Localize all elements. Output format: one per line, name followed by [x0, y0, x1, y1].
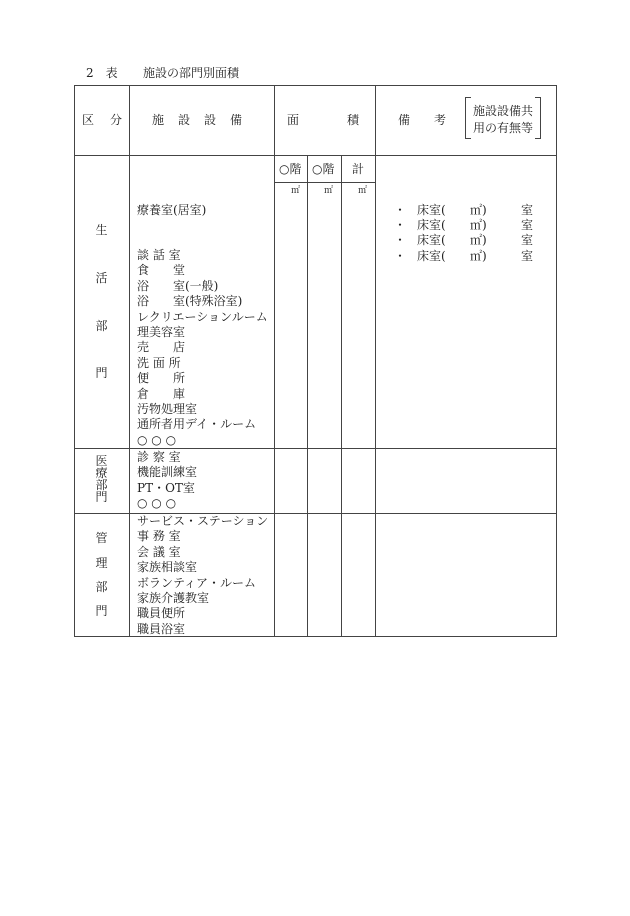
header-facility: 施 設 設 備 [152, 113, 244, 127]
section-label-char: 門 [95, 490, 108, 504]
table-border [74, 85, 75, 637]
facility-list [137, 450, 197, 512]
facility-item: 家族相談室 [137, 560, 198, 575]
facility-item: 浴 室(一般) [137, 278, 219, 293]
remarks-note-line1: 施設設備共 [473, 104, 534, 118]
section-label-char: 門 [95, 604, 108, 618]
facility-item: 事 務 室 [137, 529, 181, 544]
section-label-char: 活 [95, 271, 108, 285]
table-number: 2 表 [86, 66, 118, 80]
bracket-right [535, 97, 541, 139]
facility-list [137, 514, 268, 637]
row-divider [74, 448, 557, 449]
table-title-text: 施設の部門別面積 [143, 66, 240, 80]
column-divider [307, 155, 308, 637]
header-remarks: 備 考 [398, 113, 447, 127]
row-divider [74, 155, 557, 156]
remark-text: 床室( [417, 249, 446, 263]
section-label-char: 医 [95, 454, 108, 468]
table-border [556, 85, 557, 637]
bullet: ・ [394, 218, 407, 232]
bullet: ・ [394, 233, 407, 247]
header-area-left: 面 [287, 113, 300, 127]
remark-text: 床室( [417, 203, 446, 217]
remark-unit: ㎡) [470, 233, 487, 247]
facility-item: 通所者用デイ・ルーム [137, 417, 257, 432]
header-area-right: 積 [347, 113, 360, 127]
section-label-char: 生 [95, 223, 108, 237]
area-unit: ㎡ [358, 186, 368, 196]
facility-item: 会 議 室 [137, 544, 181, 559]
section-label-char: 管 [95, 531, 108, 545]
facility-list [137, 248, 268, 448]
table-border [74, 85, 557, 86]
bullet: ・ [394, 249, 407, 263]
facility-item: 売 店 [137, 340, 186, 355]
facility-item: 理美容室 [137, 324, 186, 339]
bracket-left [465, 97, 471, 139]
facility-item: 汚物処理室 [137, 401, 198, 416]
remark-text: 床室( [417, 233, 446, 247]
facility-item: PT・OT室 [137, 480, 195, 495]
remark-unit: ㎡) [470, 218, 487, 232]
facility-item: レクリエーションルーム [137, 309, 268, 324]
remarks-note-line2: 用の有無等 [473, 121, 534, 135]
section-label-char: 門 [95, 366, 108, 380]
facility-item: 洗 面 所 [137, 355, 181, 370]
column-divider [341, 155, 342, 637]
remark-text: 床室( [417, 218, 446, 232]
section-label-char: 理 [95, 556, 108, 570]
column-divider [129, 85, 130, 637]
facility-item: 機能訓練室 [137, 465, 198, 480]
facility-item: 職員便所 [137, 606, 186, 621]
facility-item: 談 話 室 [137, 248, 181, 262]
facility-item: 診 察 室 [137, 450, 181, 464]
area-unit: ㎡ [291, 186, 301, 196]
facility-item: サービス・ステーション [137, 514, 269, 528]
facility-item: 療養室(居室) [137, 203, 207, 217]
facility-item: ○ ○ ○ [137, 496, 177, 511]
facility-item: ボランティア・ルーム [137, 575, 257, 590]
facility-item: 食 堂 [137, 263, 186, 278]
section-label-char: 部 [95, 580, 108, 594]
column-divider [274, 85, 275, 637]
remark-suffix: 室 [521, 249, 534, 263]
facility-item: 職員浴室 [137, 621, 186, 636]
facility-item: 倉 庫 [137, 386, 186, 401]
remark-unit: ㎡) [470, 249, 487, 263]
remark-suffix: 室 [521, 218, 534, 232]
remark-unit: ㎡) [470, 203, 487, 217]
area-unit: ㎡ [324, 186, 334, 196]
facility-item: 便 所 [137, 371, 186, 386]
area-floor2: ○階 [312, 162, 335, 176]
area-total: 計 [352, 162, 365, 176]
header-category: 区 分 [82, 113, 125, 127]
section-label-char: 部 [95, 319, 108, 333]
column-divider [375, 85, 376, 637]
section-label-char: 部 [95, 478, 108, 492]
row-divider [274, 182, 375, 183]
section-label-char: 療 [95, 466, 108, 480]
facility-item: 浴 室(特殊浴室) [137, 294, 243, 309]
facility-item: ○ ○ ○ [137, 432, 177, 447]
bullet: ・ [394, 203, 407, 217]
area-floor1: ○階 [279, 162, 302, 176]
remark-suffix: 室 [521, 233, 534, 247]
facility-item: 家族介護教室 [137, 590, 210, 605]
remark-suffix: 室 [521, 203, 534, 217]
